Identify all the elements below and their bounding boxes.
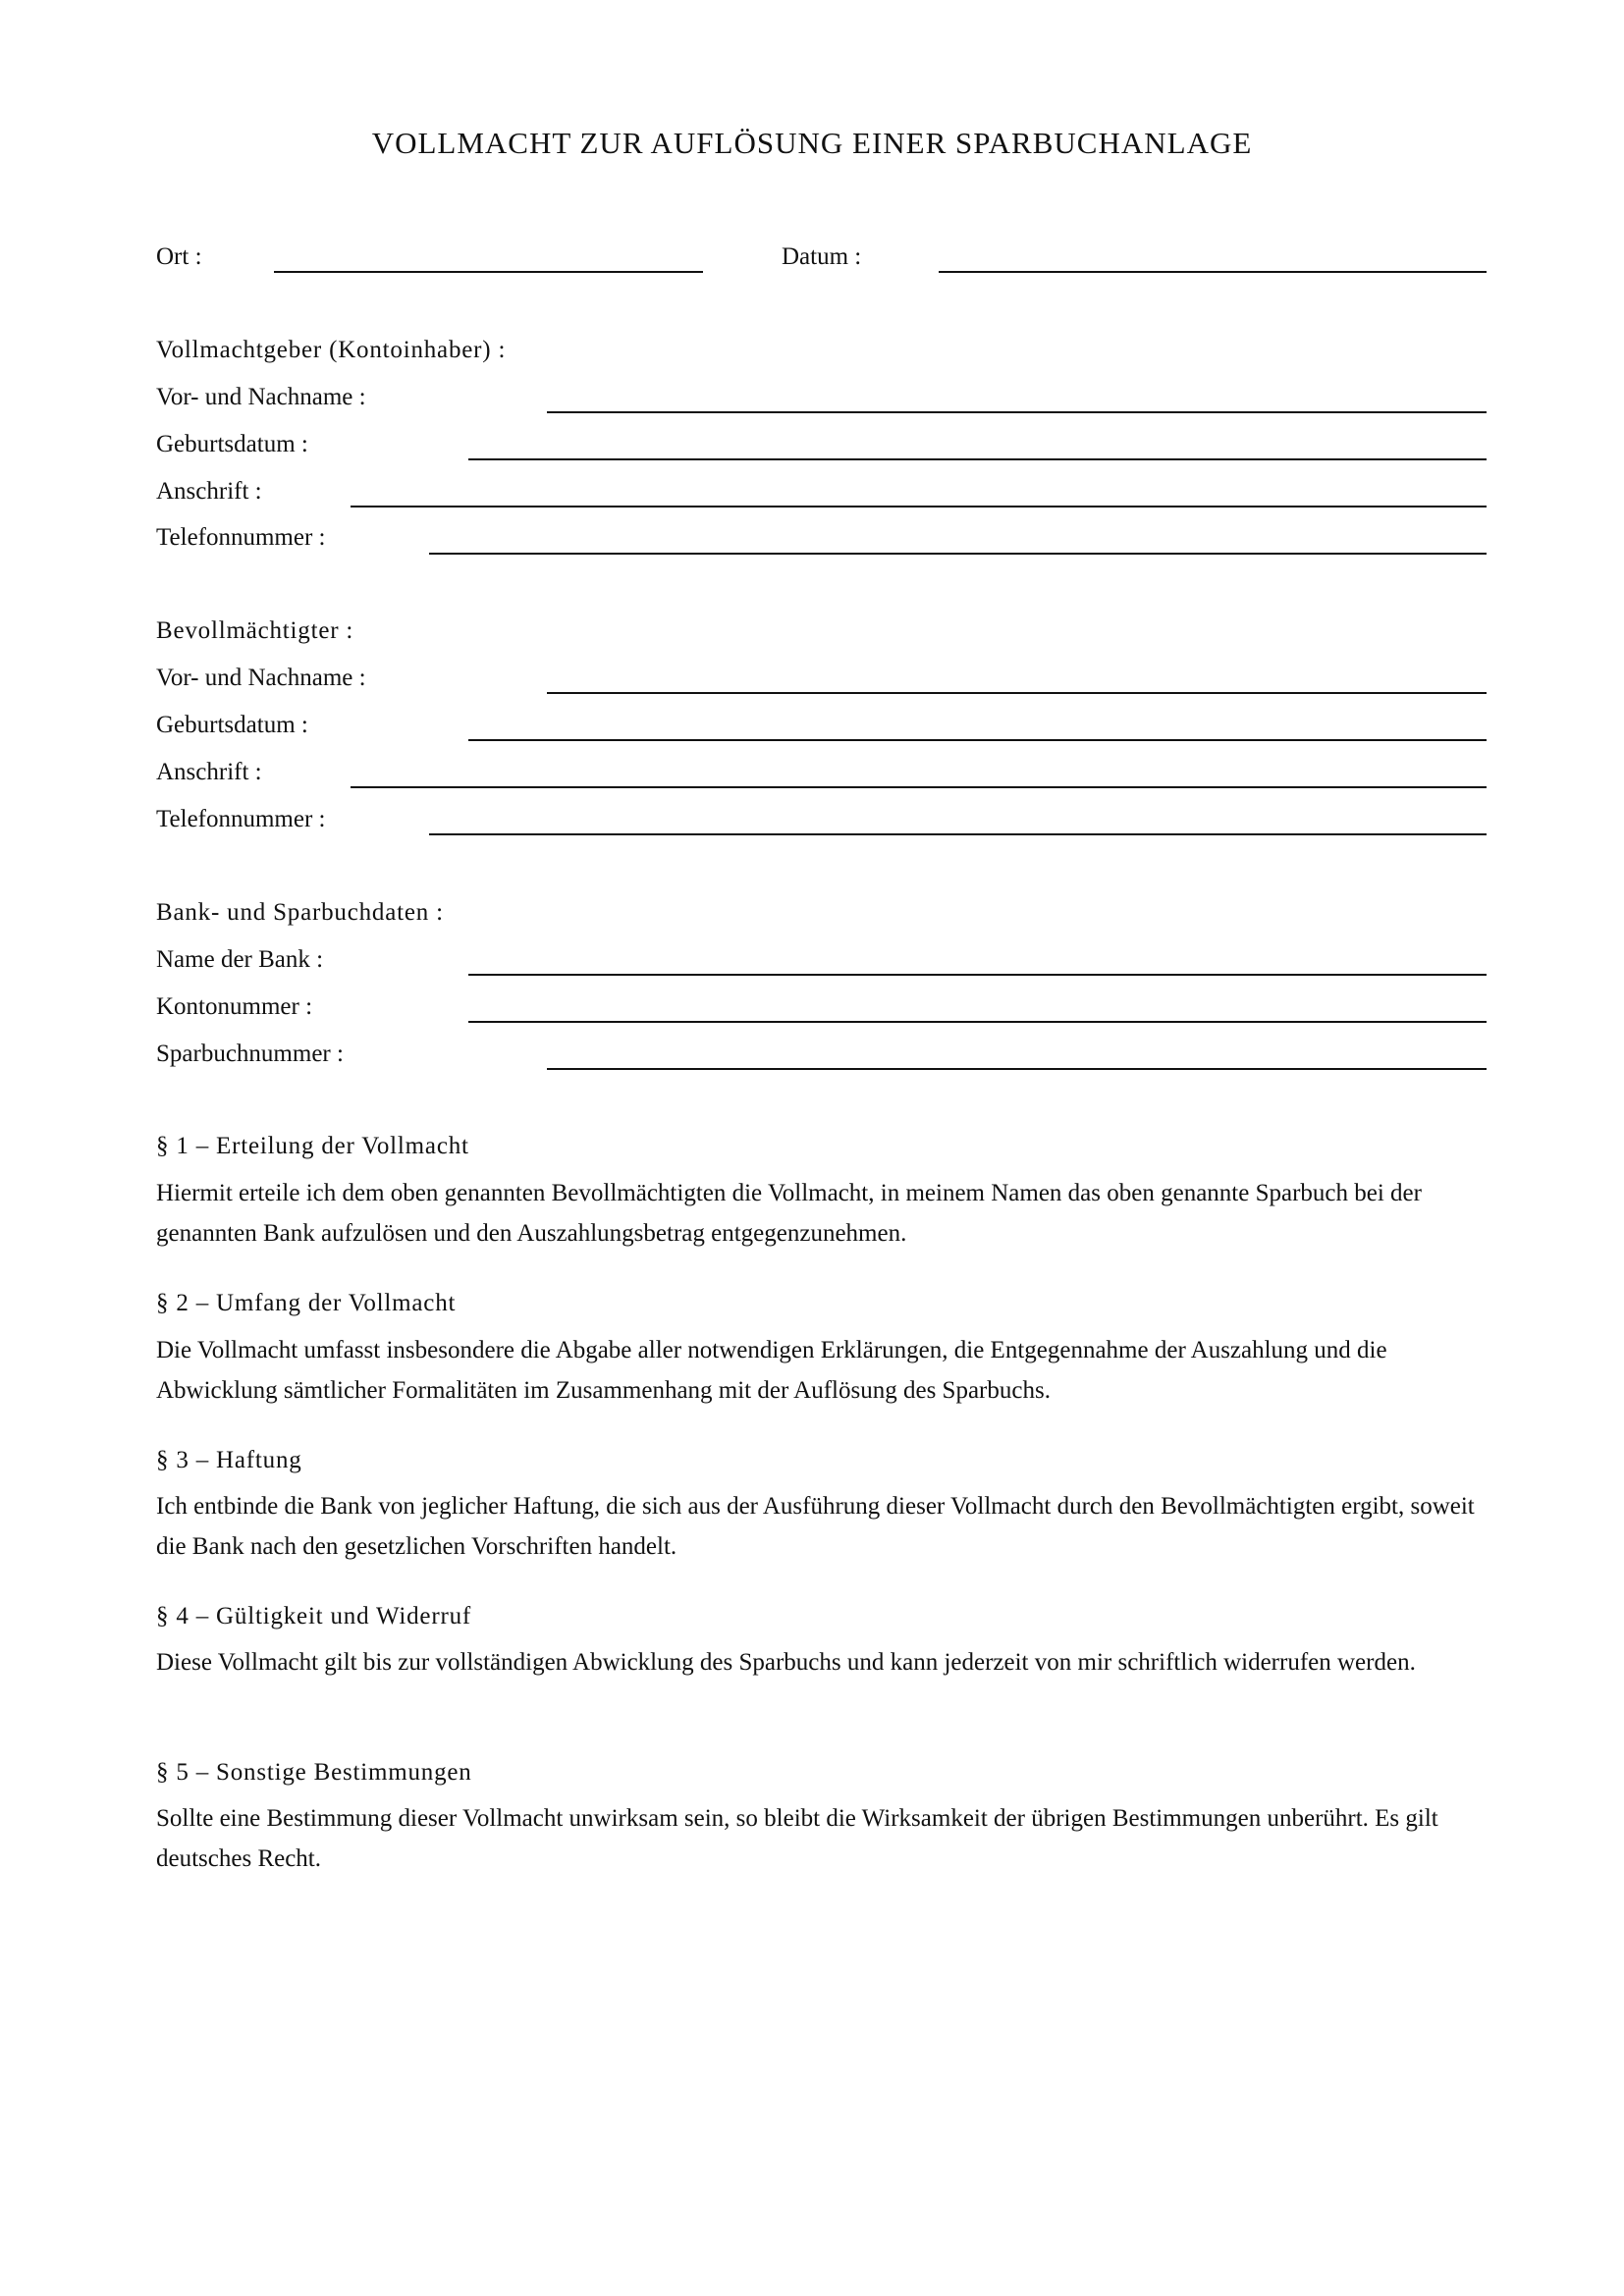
vollmachtgeber-address-field[interactable]: [351, 506, 1487, 507]
vollmachtgeber-address-label: Anschrift :: [156, 478, 262, 505]
ort-label: Ort :: [156, 243, 202, 270]
section-2-heading: § 2 – Umfang der Vollmacht: [156, 1290, 457, 1316]
section-4-heading: § 4 – Gültigkeit und Widerruf: [156, 1603, 471, 1629]
ort-field[interactable]: [274, 271, 703, 273]
account-number-field[interactable]: [468, 1021, 1487, 1023]
bank-name-label: Name der Bank :: [156, 946, 324, 973]
bevollmaechtigter-name-field[interactable]: [547, 692, 1487, 694]
account-number-label: Kontonummer :: [156, 993, 313, 1020]
bevollmaechtigter-heading: Bevollmächtigter :: [156, 617, 354, 644]
passbook-number-label: Sparbuchnummer :: [156, 1041, 344, 1067]
bevollmaechtigter-phone-field[interactable]: [429, 833, 1487, 835]
bank-name-field[interactable]: [468, 974, 1487, 976]
bevollmaechtigter-birth-field[interactable]: [468, 739, 1487, 741]
bevollmaechtigter-address-label: Anschrift :: [156, 759, 262, 785]
vollmachtgeber-birth-label: Geburtsdatum :: [156, 431, 308, 457]
section-3-text: Ich entbinde die Bank von jeglicher Haftung, die sich aus der Ausführung dieser Vollmacht durch den Bevollmächtigten ergibt, soweit die Bank nach den gesetzlichen Vorschriften handelt.: [156, 1493, 1475, 1560]
vollmachtgeber-name-field[interactable]: [547, 411, 1487, 413]
datum-label: Datum :: [782, 243, 862, 270]
vollmachtgeber-phone-label: Telefonnummer :: [156, 524, 326, 551]
page-title: VOLLMACHT ZUR AUFLÖSUNG EINER SPARBUCHANLAGE: [371, 126, 1253, 160]
section-5-heading: § 5 – Sonstige Bestimmungen: [156, 1759, 472, 1786]
vollmachtgeber-birth-field[interactable]: [468, 458, 1487, 460]
section-2-text: Die Vollmacht umfasst insbesondere die Abgabe aller notwendigen Erklärungen, die Entgegennahme der Auszahlung und die Abwicklung sämtlicher Formalitäten im Zusammenhang mit der Auflösung des Sparbuchs.: [156, 1337, 1387, 1404]
bevollmaechtigter-birth-label: Geburtsdatum :: [156, 712, 308, 738]
vollmachtgeber-heading: Vollmachtgeber (Kontoinhaber) :: [156, 337, 507, 363]
bank-heading: Bank- und Sparbuchdaten :: [156, 899, 444, 926]
vollmachtgeber-phone-field[interactable]: [429, 553, 1487, 555]
bevollmaechtigter-phone-label: Telefonnummer :: [156, 806, 326, 832]
vollmachtgeber-name-label: Vor- und Nachname :: [156, 384, 366, 410]
passbook-number-field[interactable]: [547, 1068, 1487, 1070]
bevollmaechtigter-address-field[interactable]: [351, 786, 1487, 788]
section-1-heading: § 1 – Erteilung der Vollmacht: [156, 1133, 469, 1159]
section-1-text: Hiermit erteile ich dem oben genannten Bevollmächtigten die Vollmacht, in meinem Namen das oben genannte Sparbuch bei der genannten Bank aufzulösen und den Auszahlungsbetrag entgegenzunehmen.: [156, 1180, 1422, 1247]
section-5-text: Sollte eine Bestimmung dieser Vollmacht unwirksam sein, so bleibt die Wirksamkeit der übrigen Bestimmungen unberührt. Es gilt deutsches Recht.: [156, 1805, 1438, 1872]
datum-field[interactable]: [939, 271, 1487, 273]
bevollmaechtigter-name-label: Vor- und Nachname :: [156, 665, 366, 691]
section-4-text: Diese Vollmacht gilt bis zur vollständigen Abwicklung des Sparbuchs und kann jederzeit von mir schriftlich widerrufen werden.: [156, 1649, 1416, 1676]
section-3-heading: § 3 – Haftung: [156, 1447, 302, 1473]
